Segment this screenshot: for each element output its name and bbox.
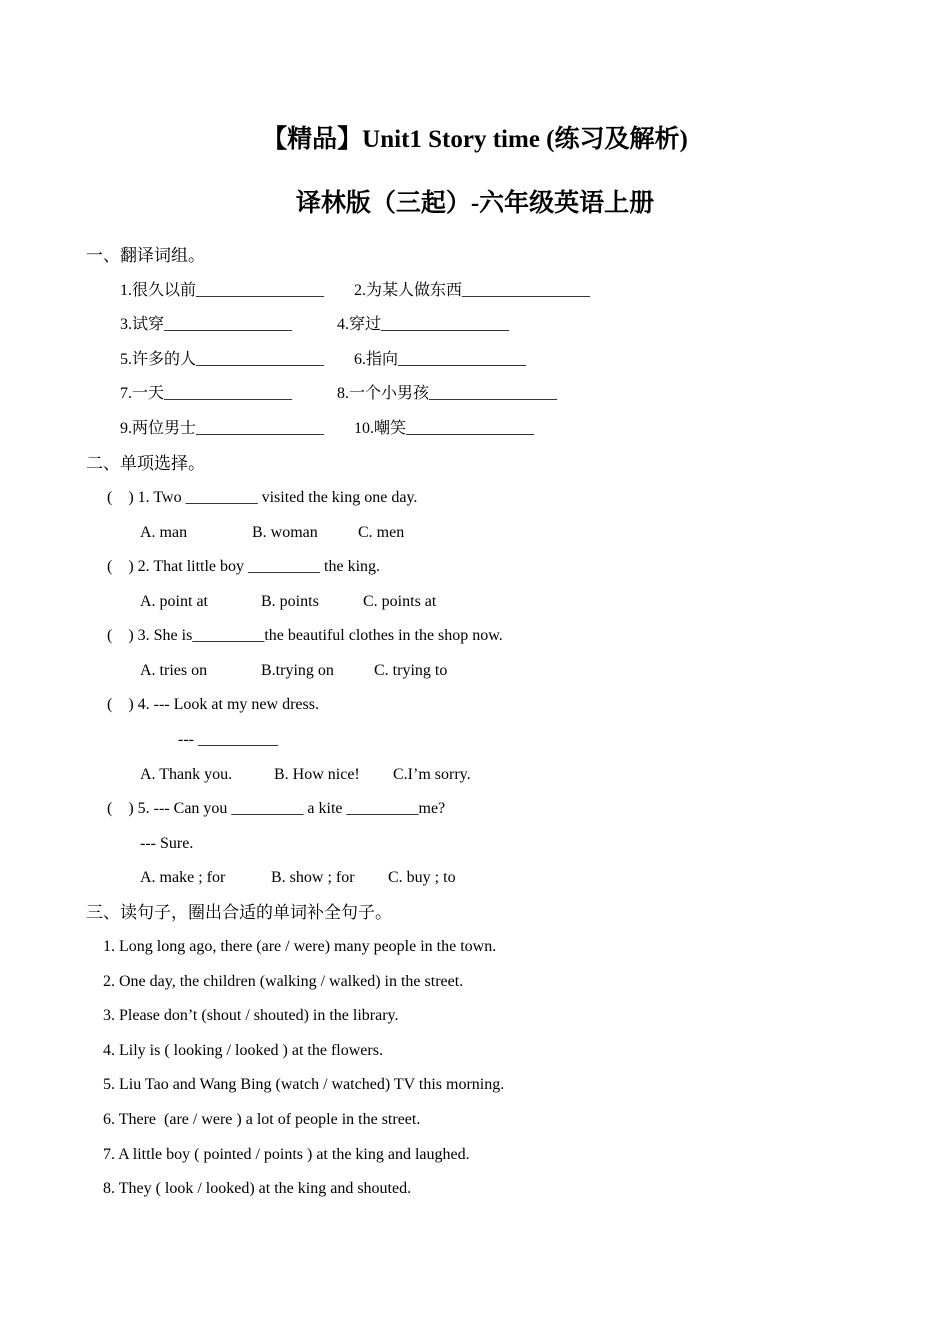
option-c: C. points at [363,593,437,610]
option-a: A. Thank you. [140,766,233,783]
option-a: A. make ; for [140,869,226,886]
option-b: B. How nice! [274,766,360,783]
question-4-reply: --- __________ [178,731,278,748]
option-b: B. show ; for [271,869,355,886]
translate-item: 5.许多的人________________ [120,351,325,368]
question-5: ( ) 5. --- Can you _________ a kite _________me? [107,800,446,817]
sentence-item: 6. There (are / were ) a lot of people in the street. [103,1111,421,1128]
option-c: C. men [358,524,405,541]
sentence-item: 7. A little boy ( pointed / points ) at the king and laughed. [103,1146,470,1163]
option-c: C.I’m sorry. [393,766,471,783]
sentence-item: 5. Liu Tao and Wang Bing (watch / watched) TV this morning. [103,1076,505,1093]
sentence-item: 2. One day, the children (walking / walked) in the street. [103,973,464,990]
option-b: B. points [261,593,319,610]
question-2: ( ) 2. That little boy _________ the king. [107,558,381,575]
option-c: C. buy ; to [388,869,456,886]
question-3: ( ) 3. She is_________the beautiful clothes in the shop now. [107,627,503,644]
section3-heading: 三、读句子，圈出合适的单词补全句子。 [86,903,392,922]
option-b: B.trying on [261,662,334,679]
sentence-item: 4. Lily is ( looking / looked ) at the flowers. [103,1042,383,1059]
translate-item: 6.指向________________ [354,351,527,368]
sentence-item: 1. Long long ago, there (are / were) many people in the town. [103,938,497,955]
translate-item: 4.穿过________________ [337,316,510,333]
page-subtitle: 译林版（三起）-六年级英语上册 [295,190,655,217]
translate-item: 10.嘲笑________________ [354,420,535,437]
translate-item: 2.为某人做东西________________ [354,282,591,299]
option-a: A. tries on [140,662,208,679]
sentence-item: 3. Please don’t (shout / shouted) in the library. [103,1007,399,1024]
section2-heading: 二、单项选择。 [86,454,205,473]
question-1: ( ) 1. Two _________ visited the king one day. [107,489,418,506]
translate-item: 8.一个小男孩________________ [337,385,558,402]
page-title: 【精品】Unit1 Story time (练习及解析) [262,126,688,153]
translate-item: 3.试穿________________ [120,316,293,333]
question-5-reply: --- Sure. [140,835,194,852]
option-c: C. trying to [374,662,448,679]
option-a: A. man [140,524,188,541]
question-4: ( ) 4. --- Look at my new dress. [107,696,319,713]
option-a: A. point at [140,593,208,610]
sentence-item: 8. They ( look / looked) at the king and shouted. [103,1180,412,1197]
translate-item: 7.一天________________ [120,385,293,402]
option-b: B. woman [252,524,318,541]
section1-heading: 一、翻译词组。 [86,246,205,265]
translate-item: 9.两位男士________________ [120,420,325,437]
translate-item: 1.很久以前________________ [120,282,325,299]
